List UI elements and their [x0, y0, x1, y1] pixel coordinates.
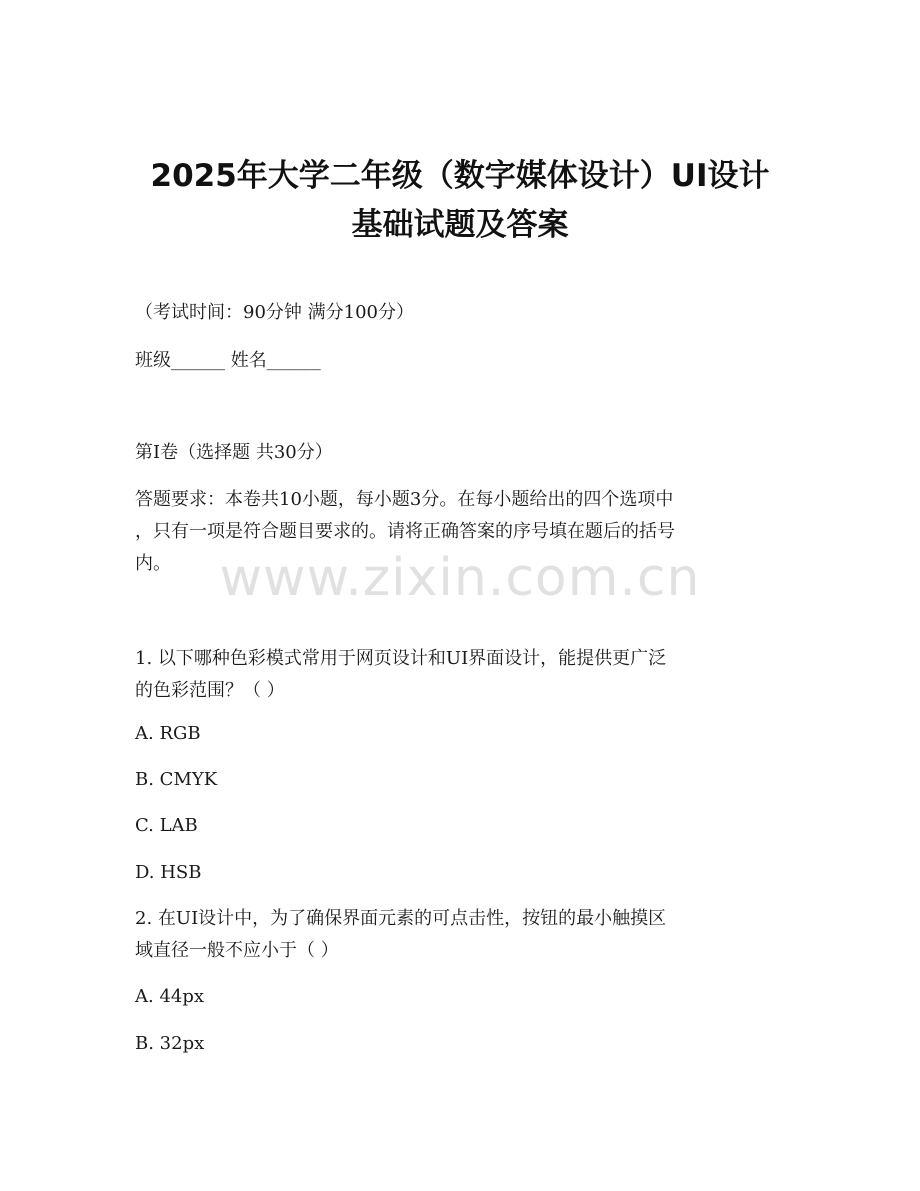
question-1-stem	[135, 643, 785, 707]
question-stem-line: 域直径一般不应小于（ ）	[135, 940, 339, 961]
question-1-option-c: C. LAB	[135, 815, 198, 836]
instructions-paragraph	[135, 484, 785, 580]
question-2-option-b: B. 32px	[135, 1033, 205, 1054]
watermark: www.zixin.com.cn	[219, 548, 701, 608]
question-1-option-d: D. HSB	[135, 862, 202, 883]
instructions-line: 答题要求：本卷共10小题，每小题3分。在每小题给出的四个选项中	[135, 489, 674, 510]
section-heading: 第I卷（选择题 共30分）	[135, 442, 333, 463]
question-stem-line: 1. 以下哪种色彩模式常用于网页设计和UI界面设计，能提供更广泛	[135, 648, 667, 669]
instructions-line: 内。	[135, 553, 171, 574]
instructions-line: ，只有一项是符合题目要求的。请将正确答案的序号填在题后的括号	[135, 521, 675, 542]
question-1-option-a: A. RGB	[135, 723, 201, 744]
question-1-option-b: B. CMYK	[135, 769, 218, 790]
question-stem-line: 2. 在UI设计中，为了确保界面元素的可点击性，按钮的最小触摸区	[135, 908, 667, 929]
question-stem-line: 的色彩范围？（ ）	[135, 680, 285, 701]
question-2-option-a: A. 44px	[135, 986, 205, 1007]
document-title-line-2: 基础试题及答案	[351, 207, 569, 243]
question-2-stem	[135, 903, 785, 967]
exam-time-info: （考试时间：90分钟 满分100分）	[135, 302, 414, 323]
class-name-fields: 班级______ 姓名______	[135, 350, 321, 371]
document-title-line-1: 2025年大学二年级（数字媒体设计）UI设计	[150, 158, 770, 194]
